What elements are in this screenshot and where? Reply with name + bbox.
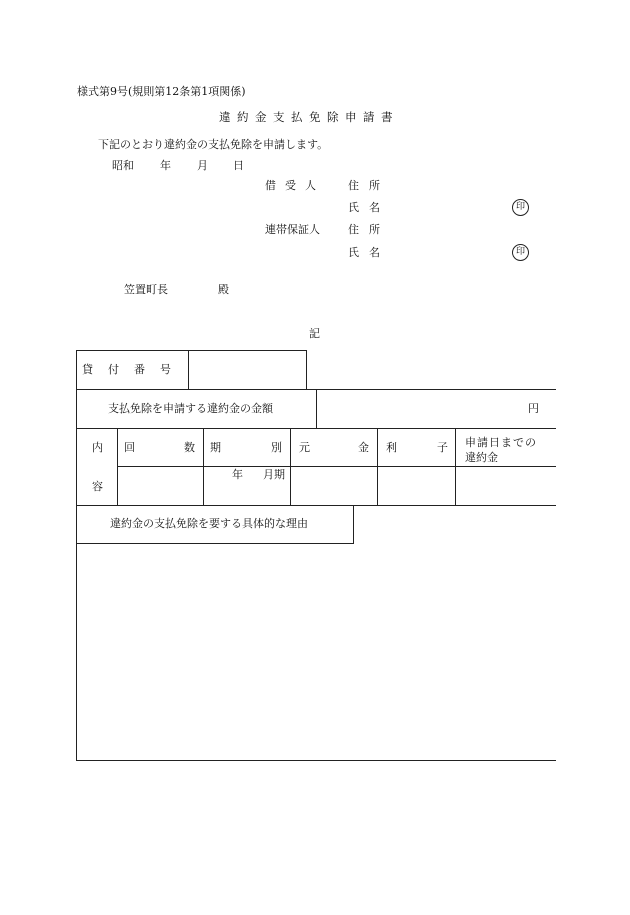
date-era: 昭和 (112, 159, 134, 172)
col-period-label-right: 別 (271, 441, 282, 454)
table-line (203, 428, 204, 505)
col-penalty-label-line2: 違約金 (465, 451, 498, 464)
col-times-label-right: 数 (184, 441, 195, 454)
guarantor-name-label: 氏名 (348, 246, 390, 259)
form-number-label: 様式第9号(規則第12条第1項関係) (77, 85, 246, 98)
loan-number-label: 貸付番号 (82, 363, 186, 376)
document-title: 違約金支払免除申請書 (219, 110, 399, 124)
date-month-label: 月 (197, 159, 208, 172)
col-principal-label-left: 元 (299, 441, 310, 454)
details-label-top: 内 (92, 441, 103, 454)
times-value-field[interactable] (118, 467, 203, 505)
col-period-label-left: 期 (210, 441, 221, 454)
table-line (353, 505, 354, 543)
borrower-name-label: 氏名 (348, 201, 390, 214)
col-penalty-label-line1: 申請日までの (465, 436, 537, 449)
col-interest-label-right: 子 (437, 441, 448, 454)
ki-marker: 記 (309, 327, 320, 340)
period-month-label: 月期 (263, 468, 285, 481)
guarantor-seal: 印 (512, 244, 529, 261)
date-day-label: 日 (233, 159, 244, 172)
guarantor-label: 連帯保証人 (265, 223, 320, 236)
amount-value-field[interactable] (317, 390, 527, 428)
col-interest-label-left: 利 (386, 441, 397, 454)
penalty-value-field[interactable] (456, 467, 556, 505)
period-year-label: 年 (232, 468, 243, 481)
guarantor-address-label: 住所 (348, 223, 390, 236)
intro-text: 下記のとおり違約金の支払免除を申請します。 (98, 138, 329, 151)
date-year-label: 年 (160, 159, 171, 172)
addressee-name: 笠置町長 (124, 283, 168, 296)
table-line (76, 428, 556, 429)
loan-number-value-field[interactable] (189, 351, 306, 389)
reason-label: 違約金の支払免除を要する具体的な理由 (110, 517, 308, 530)
details-label-bottom: 容 (92, 480, 103, 493)
table-line (76, 505, 556, 506)
amount-label: 支払免除を申請する違約金の金額 (108, 402, 273, 415)
addressee-honorific: 殿 (218, 283, 229, 296)
table-line (306, 350, 307, 389)
table-line (76, 760, 556, 761)
borrower-address-label: 住所 (348, 179, 390, 192)
amount-unit: 円 (528, 402, 539, 415)
col-times-label-left: 回 (124, 441, 135, 454)
principal-value-field[interactable] (291, 467, 377, 505)
borrower-label: 借受人 (265, 179, 325, 192)
col-principal-label-right: 金 (358, 441, 369, 454)
interest-value-field[interactable] (378, 467, 455, 505)
reason-text-area[interactable] (77, 544, 556, 760)
borrower-seal: 印 (512, 199, 529, 216)
